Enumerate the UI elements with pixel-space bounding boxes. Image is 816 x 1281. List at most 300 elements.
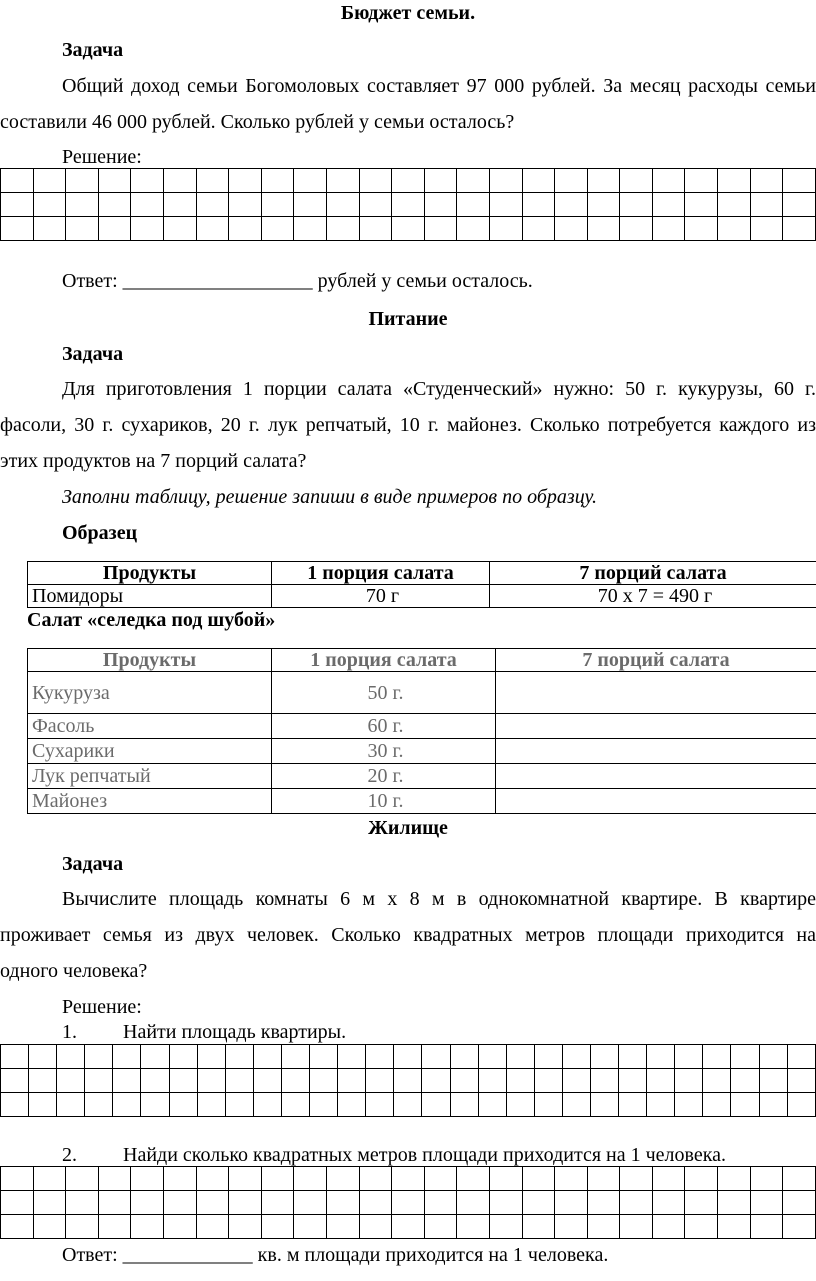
salad-cell-product: Сухарики [28, 739, 272, 764]
salad-cell-product: Фасоль [28, 714, 272, 739]
grid-cell [675, 1045, 703, 1069]
grid-row [1, 217, 816, 241]
grid-cell [261, 193, 294, 217]
grid-cell [652, 1191, 685, 1215]
budget-task-label: Задача [62, 39, 124, 61]
grid-cell [33, 193, 66, 217]
grid-cell [326, 217, 359, 241]
grid-cell [229, 1167, 262, 1191]
grid-row [1, 1045, 816, 1069]
grid-cell [338, 1069, 366, 1093]
grid-cell [685, 217, 718, 241]
grid-cell [620, 1215, 653, 1239]
grid-cell [647, 1069, 675, 1093]
grid-cell [261, 1215, 294, 1239]
grid-cell [229, 1191, 262, 1215]
grid-cell [33, 1167, 66, 1191]
grid-cell [555, 1167, 588, 1191]
grid-cell [620, 169, 653, 193]
step2-text: Найди сколько квадратных метров площади приходится на 1 человека. [123, 1144, 727, 1166]
grid-row [1, 1167, 816, 1191]
food-text-line1: Для приготовления 1 порции салата «Студенческий» нужно: 50 г. кукурузы, 60 г. [62, 378, 816, 400]
grid-cell [522, 169, 555, 193]
grid-cell [169, 1093, 197, 1117]
grid-cell [196, 193, 229, 217]
grid-cell [489, 217, 522, 241]
grid-cell [750, 217, 783, 241]
grid-cell [685, 1167, 718, 1191]
grid-cell [587, 193, 620, 217]
grid-cell [294, 169, 327, 193]
grid-cell [422, 1045, 450, 1069]
grid-cell [522, 1191, 555, 1215]
grid-cell [489, 1215, 522, 1239]
grid-cell [66, 217, 99, 241]
grid-cell [652, 1167, 685, 1191]
grid-cell [131, 1215, 164, 1239]
grid-cell [422, 1093, 450, 1117]
food-instruction: Заполни таблицу, решение запиши в виде примеров по образцу. [62, 486, 598, 508]
grid-cell [66, 169, 99, 193]
grid-cell [652, 169, 685, 193]
budget-answer: Ответ: ___________________ рублей у семьи осталось. [62, 270, 533, 292]
grid-cell [731, 1069, 759, 1093]
grid-cell [506, 1093, 534, 1117]
grid-cell [196, 217, 229, 241]
housing-solution-label: Решение: [62, 996, 142, 1018]
sample-cell-one-portion: 70 г [272, 585, 490, 608]
grid-cell [478, 1045, 506, 1069]
salad-cell-one-portion: 10 г. [272, 789, 496, 814]
salad-cell-seven-portions[interactable] [496, 764, 816, 789]
grid-cell [450, 1093, 478, 1117]
grid-cell [66, 1167, 99, 1191]
grid-cell [392, 217, 425, 241]
grid-cell [261, 1167, 294, 1191]
grid-cell [590, 1045, 618, 1069]
grid-cell [392, 1215, 425, 1239]
grid-cell [281, 1093, 309, 1117]
grid-cell [718, 193, 751, 217]
grid-cell [253, 1069, 281, 1093]
salad-header-one-portion: 1 порция салата [272, 649, 496, 672]
grid-cell [294, 1167, 327, 1191]
grid-cell [29, 1069, 57, 1093]
table-row [28, 739, 816, 764]
grid-cell [703, 1093, 731, 1117]
grid-cell [131, 1167, 164, 1191]
grid-cell [422, 1069, 450, 1093]
grid-cell [131, 1191, 164, 1215]
grid-cell [394, 1045, 422, 1069]
grid-cell [131, 217, 164, 241]
salad-cell-seven-portions[interactable] [496, 789, 816, 814]
step2-solution-grid [0, 1166, 816, 1239]
grid-cell [718, 217, 751, 241]
grid-cell [587, 1167, 620, 1191]
grid-cell [590, 1093, 618, 1117]
grid-cell [113, 1069, 141, 1093]
grid-cell [326, 1167, 359, 1191]
grid-cell [338, 1045, 366, 1069]
grid-cell [196, 169, 229, 193]
grid-cell [326, 1215, 359, 1239]
grid-cell [783, 1215, 816, 1239]
grid-cell [392, 1167, 425, 1191]
grid-cell [783, 1167, 816, 1191]
grid-cell [261, 169, 294, 193]
grid-cell [253, 1093, 281, 1117]
grid-cell [759, 1093, 787, 1117]
grid-cell [685, 1215, 718, 1239]
grid-cell [225, 1069, 253, 1093]
grid-cell [131, 169, 164, 193]
sample-table-header [28, 562, 816, 585]
grid-cell [359, 1215, 392, 1239]
grid-cell [394, 1069, 422, 1093]
grid-cell [783, 193, 816, 217]
grid-cell [310, 1093, 338, 1117]
salad-cell-seven-portions[interactable] [496, 714, 816, 739]
grid-cell [424, 193, 457, 217]
grid-cell [326, 193, 359, 217]
grid-cell [489, 1167, 522, 1191]
grid-cell [424, 1191, 457, 1215]
grid-cell [478, 1093, 506, 1117]
grid-cell [1, 1069, 29, 1093]
grid-cell [33, 169, 66, 193]
grid-cell [66, 1215, 99, 1239]
salad-cell-product: Майонез [28, 789, 272, 814]
grid-cell [783, 217, 816, 241]
grid-cell [1, 217, 34, 241]
grid-cell [141, 1045, 169, 1069]
grid-cell [113, 1045, 141, 1069]
grid-cell [163, 1215, 196, 1239]
grid-cell [620, 193, 653, 217]
grid-cell [619, 1093, 647, 1117]
grid-cell [457, 193, 490, 217]
grid-cell [366, 1045, 394, 1069]
grid-cell [718, 1215, 751, 1239]
grid-cell [522, 1215, 555, 1239]
step1-number: 1. [62, 1021, 77, 1043]
grid-cell [85, 1069, 113, 1093]
grid-cell [731, 1045, 759, 1069]
grid-cell [141, 1069, 169, 1093]
grid-cell [163, 1167, 196, 1191]
grid-cell [652, 1215, 685, 1239]
grid-cell [750, 169, 783, 193]
grid-cell [359, 1191, 392, 1215]
salad-cell-product: Лук репчатый [28, 764, 272, 789]
grid-cell [66, 193, 99, 217]
grid-cell [229, 217, 262, 241]
grid-cell [57, 1093, 85, 1117]
salad-cell-one-portion: 50 г. [272, 672, 496, 714]
grid-cell [675, 1069, 703, 1093]
grid-cell [326, 169, 359, 193]
grid-cell [85, 1045, 113, 1069]
grid-cell [534, 1069, 562, 1093]
table-row [28, 672, 816, 714]
grid-cell [457, 1215, 490, 1239]
salad-header-products: Продукты [28, 649, 272, 672]
grid-cell [652, 193, 685, 217]
grid-cell [457, 1191, 490, 1215]
grid-cell [522, 1167, 555, 1191]
grid-cell [489, 1191, 522, 1215]
grid-cell [555, 1191, 588, 1215]
grid-cell [750, 1215, 783, 1239]
grid-cell [229, 193, 262, 217]
grid-cell [85, 1093, 113, 1117]
grid-cell [555, 217, 588, 241]
grid-cell [141, 1093, 169, 1117]
grid-cell [1, 193, 34, 217]
grid-cell [450, 1045, 478, 1069]
housing-task-label: Задача [62, 853, 124, 875]
step1-solution-grid [0, 1044, 816, 1117]
grid-row [1, 1093, 816, 1117]
grid-cell [366, 1093, 394, 1117]
grid-cell [197, 1045, 225, 1069]
grid-cell [1, 1045, 29, 1069]
grid-cell [787, 1045, 815, 1069]
grid-cell [590, 1069, 618, 1093]
grid-cell [310, 1045, 338, 1069]
food-text-line2: фасоли, 30 г. сухариков, 20 г. лук репчатый, 10 г. майонез. Сколько потребуется каждого из [0, 414, 816, 436]
grid-cell [759, 1045, 787, 1069]
food-task-label: Задача [62, 343, 124, 365]
grid-cell [750, 1191, 783, 1215]
sample-header-seven-portions: 7 порций салата [490, 562, 816, 585]
grid-cell [392, 169, 425, 193]
grid-cell [197, 1069, 225, 1093]
grid-cell [57, 1069, 85, 1093]
grid-cell [787, 1093, 815, 1117]
grid-cell [163, 217, 196, 241]
grid-cell [131, 193, 164, 217]
housing-text-line3: одного человека? [0, 960, 148, 982]
grid-cell [555, 193, 588, 217]
grid-cell [392, 193, 425, 217]
grid-cell [555, 169, 588, 193]
grid-cell [478, 1069, 506, 1093]
grid-cell [562, 1069, 590, 1093]
grid-cell [1, 1167, 34, 1191]
grid-cell [57, 1045, 85, 1069]
budget-solution-grid [0, 168, 816, 241]
budget-text-line1: Общий доход семьи Богомоловых составляет 97 000 рублей. За месяц расходы семьи [62, 75, 816, 97]
housing-answer: Ответ: _____________ кв. м площади приходится на 1 человека. [62, 1244, 609, 1266]
grid-cell [281, 1069, 309, 1093]
salad-table-header [28, 649, 816, 672]
grid-cell [647, 1093, 675, 1117]
grid-cell [366, 1069, 394, 1093]
grid-cell [261, 1191, 294, 1215]
grid-cell [647, 1045, 675, 1069]
grid-row [1, 1215, 816, 1239]
sample-table-row [28, 585, 816, 608]
grid-cell [506, 1069, 534, 1093]
grid-cell [163, 169, 196, 193]
grid-cell [620, 217, 653, 241]
grid-cell [424, 169, 457, 193]
grid-cell [750, 193, 783, 217]
grid-cell [703, 1045, 731, 1069]
grid-cell [310, 1069, 338, 1093]
grid-cell [587, 169, 620, 193]
grid-cell [424, 1167, 457, 1191]
grid-cell [359, 217, 392, 241]
grid-cell [294, 217, 327, 241]
grid-cell [718, 1191, 751, 1215]
grid-cell [424, 1215, 457, 1239]
grid-cell [169, 1069, 197, 1093]
grid-cell [229, 1215, 262, 1239]
grid-cell [562, 1045, 590, 1069]
grid-cell [98, 1191, 131, 1215]
sample-table [27, 561, 816, 608]
grid-cell [225, 1093, 253, 1117]
grid-cell [450, 1069, 478, 1093]
grid-cell [359, 169, 392, 193]
grid-cell [1, 1215, 34, 1239]
salad-table [27, 648, 816, 814]
grid-cell [522, 193, 555, 217]
grid-cell [196, 1215, 229, 1239]
grid-cell [457, 1167, 490, 1191]
step2-number: 2. [62, 1144, 77, 1166]
grid-cell [294, 1191, 327, 1215]
grid-cell [359, 193, 392, 217]
grid-cell [1, 1093, 29, 1117]
grid-cell [703, 1069, 731, 1093]
budget-title: Бюджет семьи. [340, 2, 476, 24]
grid-cell [98, 217, 131, 241]
food-text-line3: этих продуктов на 7 порций салата? [0, 450, 307, 472]
grid-row [1, 169, 816, 193]
table-row [28, 714, 816, 739]
grid-cell [457, 217, 490, 241]
housing-title: Жилище [368, 817, 448, 839]
budget-solution-label: Решение: [62, 146, 142, 168]
grid-cell [587, 1215, 620, 1239]
grid-cell [253, 1045, 281, 1069]
grid-cell [281, 1045, 309, 1069]
table-row [28, 789, 816, 814]
grid-row [1, 1191, 816, 1215]
grid-cell [196, 1167, 229, 1191]
grid-cell [225, 1045, 253, 1069]
grid-cell [163, 1191, 196, 1215]
grid-cell [326, 1191, 359, 1215]
grid-row [1, 1069, 816, 1093]
grid-cell [759, 1069, 787, 1093]
grid-cell [98, 1215, 131, 1239]
salad-cell-one-portion: 20 г. [272, 764, 496, 789]
grid-cell [522, 217, 555, 241]
grid-cell [1, 169, 34, 193]
grid-cell [261, 217, 294, 241]
grid-cell [196, 1191, 229, 1215]
grid-cell [718, 1167, 751, 1191]
grid-cell [506, 1045, 534, 1069]
salad-cell-seven-portions[interactable] [496, 672, 816, 714]
grid-row [1, 193, 816, 217]
salad-title: Салат «селедка под шубой» [27, 609, 276, 631]
salad-cell-one-portion: 30 г. [272, 739, 496, 764]
step1-text: Найти площадь квартиры. [123, 1021, 347, 1043]
sample-cell-product: Помидоры [28, 585, 272, 608]
grid-cell [620, 1191, 653, 1215]
grid-cell [294, 193, 327, 217]
grid-cell [29, 1093, 57, 1117]
grid-cell [98, 169, 131, 193]
housing-text-line2: проживает семья из двух человек. Сколько квадратных метров площади приходится на [0, 924, 816, 946]
grid-cell [1, 1191, 34, 1215]
grid-cell [229, 169, 262, 193]
budget-text-line2: составили 46 000 рублей. Сколько рублей у семьи осталось? [0, 111, 515, 133]
grid-cell [169, 1045, 197, 1069]
grid-cell [562, 1093, 590, 1117]
grid-cell [750, 1167, 783, 1191]
grid-cell [113, 1093, 141, 1117]
grid-cell [338, 1093, 366, 1117]
grid-cell [359, 1167, 392, 1191]
grid-cell [619, 1069, 647, 1093]
sample-header-one-portion: 1 порция салата [272, 562, 490, 585]
grid-cell [197, 1093, 225, 1117]
grid-cell [489, 193, 522, 217]
grid-cell [392, 1191, 425, 1215]
salad-cell-seven-portions[interactable] [496, 739, 816, 764]
grid-cell [783, 169, 816, 193]
grid-cell [33, 217, 66, 241]
grid-cell [66, 1191, 99, 1215]
grid-cell [652, 217, 685, 241]
grid-cell [783, 1191, 816, 1215]
grid-cell [29, 1045, 57, 1069]
grid-cell [685, 193, 718, 217]
grid-cell [620, 1167, 653, 1191]
grid-cell [718, 169, 751, 193]
grid-cell [675, 1093, 703, 1117]
salad-cell-one-portion: 60 г. [272, 714, 496, 739]
sample-cell-seven-portions: 70 х 7 = 490 г [490, 585, 816, 608]
grid-cell [534, 1045, 562, 1069]
grid-cell [98, 1167, 131, 1191]
grid-cell [619, 1045, 647, 1069]
food-title: Питание [368, 308, 448, 330]
grid-cell [457, 169, 490, 193]
salad-header-seven-portions: 7 порций салата [496, 649, 816, 672]
grid-cell [685, 1191, 718, 1215]
grid-cell [424, 217, 457, 241]
grid-cell [163, 193, 196, 217]
grid-cell [555, 1215, 588, 1239]
grid-cell [685, 169, 718, 193]
grid-cell [587, 1191, 620, 1215]
grid-cell [787, 1069, 815, 1093]
grid-cell [394, 1093, 422, 1117]
grid-cell [33, 1191, 66, 1215]
grid-cell [534, 1093, 562, 1117]
grid-cell [489, 169, 522, 193]
grid-cell [33, 1215, 66, 1239]
housing-text-line1: Вычислите площадь комнаты 6 м х 8 м в однокомнатной квартире. В квартире [62, 888, 816, 910]
